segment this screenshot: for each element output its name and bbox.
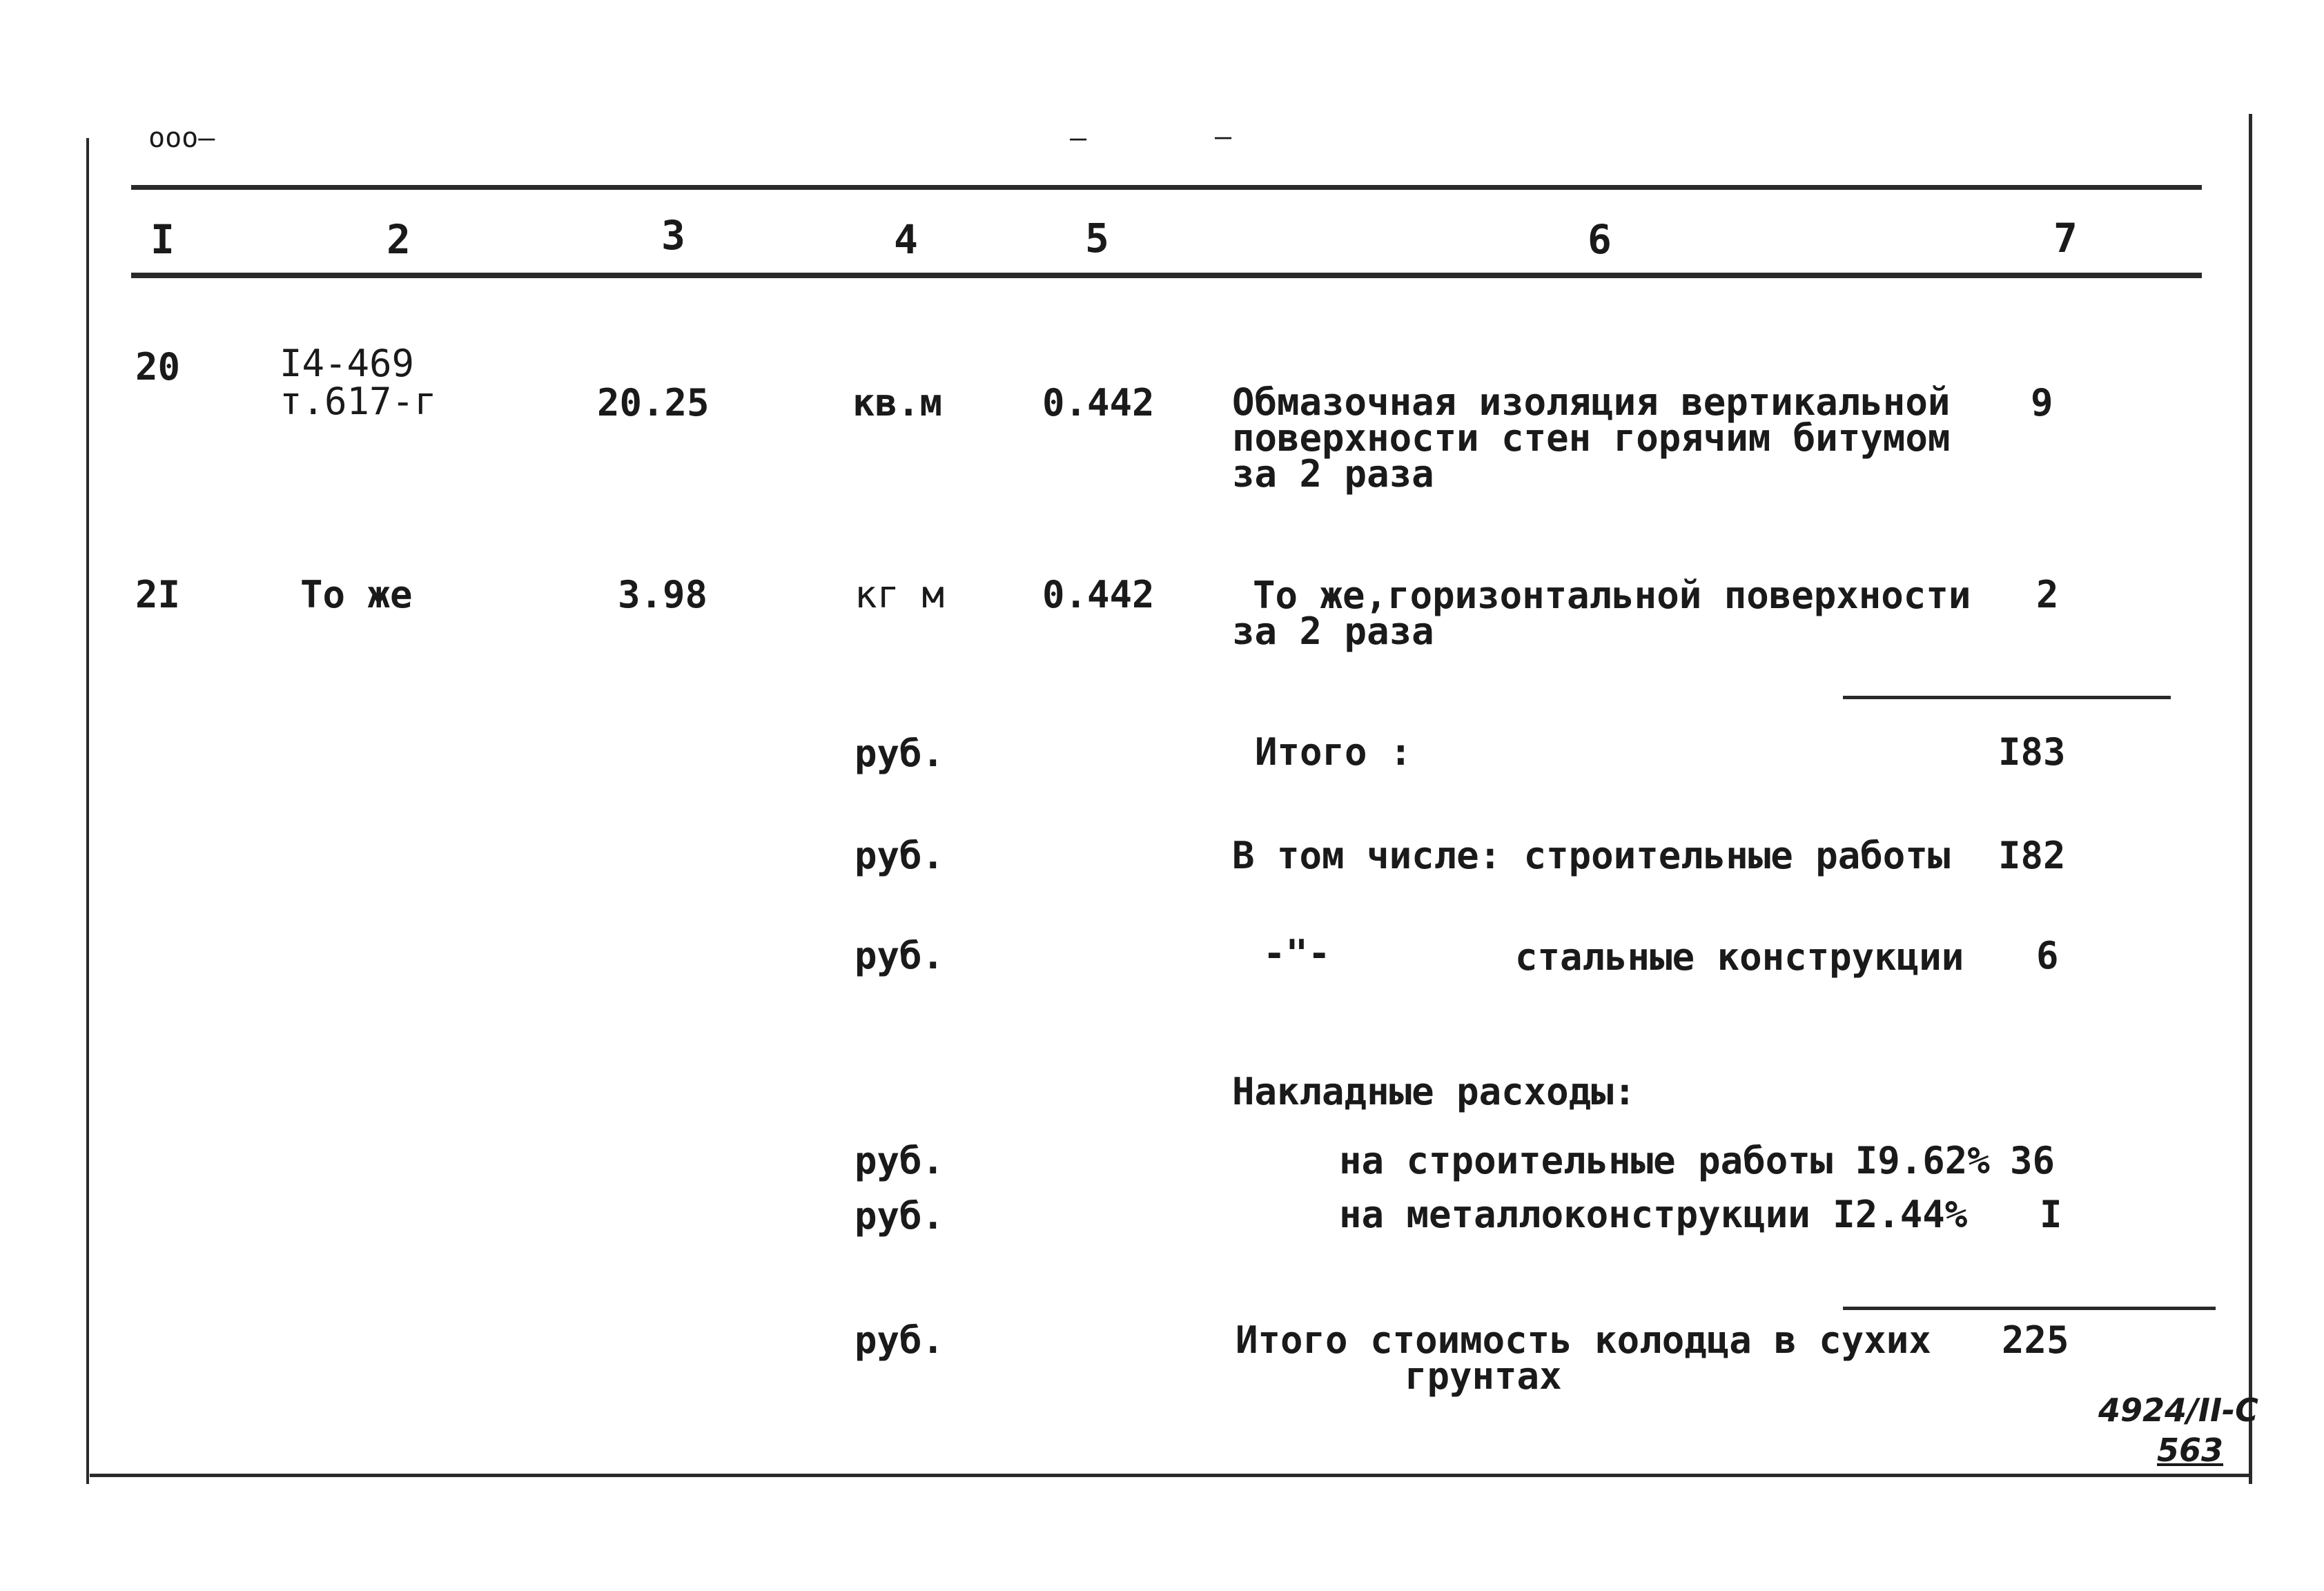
itogo-label: Итого : (1255, 730, 1412, 774)
grand-total-unit: руб. (855, 1318, 945, 1362)
col-header-6: 6 (1588, 216, 1612, 263)
row-20-code-line2: т.617-г (280, 380, 437, 423)
itogo-rule (1843, 696, 2171, 699)
row-20-total: 9 (2031, 381, 2053, 424)
col-header-7: 7 (2053, 215, 2078, 262)
incl-steel-value: 6 (2036, 934, 2059, 977)
itogo-unit: руб. (855, 732, 945, 775)
grand-total-rule (1843, 1307, 2216, 1310)
header-bottom-rule (131, 273, 2202, 278)
row-21-num: 2I (135, 573, 181, 616)
top-mark-mid1: – (1070, 122, 1087, 154)
overhead-building-unit: руб. (855, 1139, 945, 1182)
row-20-rate: 0.442 (1042, 381, 1155, 424)
bottom-rule (90, 1474, 2250, 1477)
row-20-desc-line3: за 2 раза (1232, 452, 1434, 496)
incl-steel-unit: руб. (855, 934, 945, 977)
overhead-metal-value: I (2040, 1193, 2062, 1236)
grand-total-label-line2: грунтах (1405, 1354, 1562, 1398)
grand-total-value: 225 (2002, 1318, 2069, 1362)
row-20-num: 20 (135, 345, 181, 389)
incl-building-label: В том числе: строительные работы (1232, 834, 1951, 877)
overhead-building-value: 36 (2010, 1139, 2056, 1182)
left-border (86, 138, 89, 1484)
row-21-rate: 0.442 (1042, 573, 1155, 616)
right-border (2249, 114, 2252, 1484)
overhead-metal-unit: руб. (855, 1194, 945, 1238)
row-21-qty: 3.98 (618, 573, 708, 616)
incl-steel-label: стальные конструкции (1515, 935, 1964, 979)
top-mark-mid2: – (1215, 121, 1232, 153)
row-21-unit: кг м (855, 573, 945, 616)
archive-number: 4924/II-C (2098, 1392, 2258, 1429)
itogo-value: I83 (1998, 730, 2066, 774)
col-header-3: 3 (661, 212, 685, 259)
incl-building-value: I82 (1998, 834, 2066, 877)
overhead-title: Накладные расходы: (1232, 1070, 1637, 1113)
row-20-qty: 20.25 (597, 381, 710, 424)
overhead-metal-label: на металлоконструкции I2.44% (1339, 1193, 1968, 1236)
row-21-desc-line1: То же,горизонтальной поверхности (1253, 574, 1971, 617)
row-21-code: То же (300, 573, 413, 616)
row-20-code-line1: I4-469 (280, 342, 415, 385)
col-header-2: 2 (387, 216, 411, 263)
row-21-total: 2 (2036, 573, 2059, 616)
row-20-desc-line2: поверхности стен горячим битумом (1232, 416, 1951, 460)
col-header-1: I (150, 216, 175, 263)
incl-steel-ditto: -"- (1263, 932, 1331, 975)
col-header-4: 4 (894, 216, 918, 263)
row-20-unit: кв.м (852, 381, 943, 424)
row-21-desc-line2: за 2 раза (1232, 609, 1434, 653)
col-header-5: 5 (1085, 215, 1109, 262)
incl-building-unit: руб. (855, 834, 945, 877)
overhead-building-label: на строительные работы I9.62% (1339, 1139, 1990, 1182)
row-20-desc-line1: Обмазочная изоляция вертикальной (1232, 380, 1951, 424)
sheet-number: 563 (2157, 1432, 2224, 1469)
top-mark-left: ооо– (148, 122, 215, 154)
grand-total-label-line1: Итого стоимость колодца в сухих (1236, 1318, 1931, 1362)
header-top-rule (131, 185, 2202, 190)
